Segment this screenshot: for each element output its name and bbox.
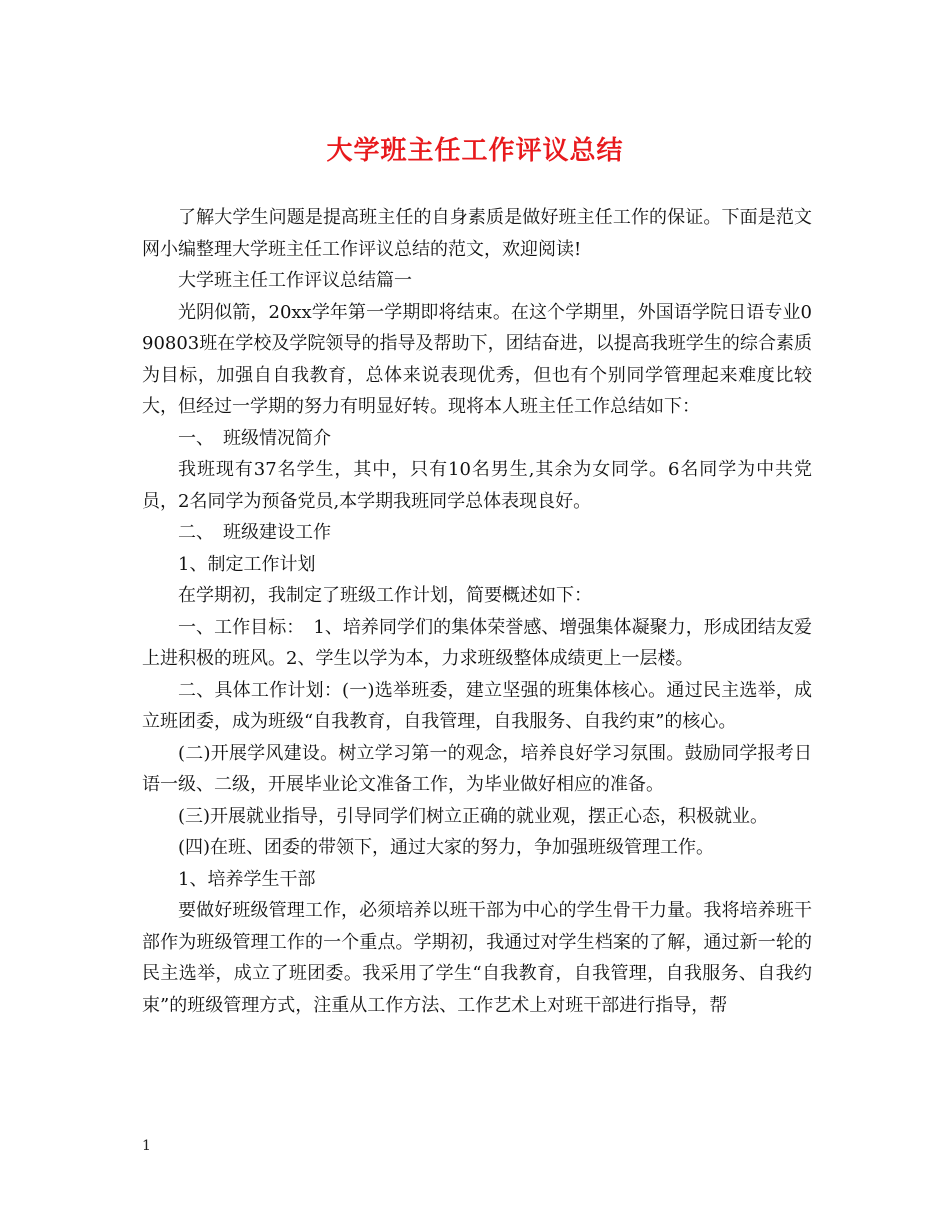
paragraph-section-heading: 大学班主任工作评议总结篇一 xyxy=(178,270,412,291)
paragraph-intro: 了解大学生问题是提高班主任的自身素质是做好班主任工作的保证。下面是范文网小编整理大学班主任工作评议总结的范文，欢迎阅读! xyxy=(142,207,812,260)
paragraph: (二)开展学风建设。树立学习第一的观念，培养良好学习氛围。鼓励同学报考日语一级、二级，开展毕业论文准备工作，为毕业做好相应的准备。 xyxy=(142,742,812,795)
paragraph: 我班现有37名学生，其中，只有10名男生,其余为女同学。6名同学为中共党员，2名同学为预备党员,本学期我班同学总体表现良好。 xyxy=(142,459,812,512)
page-number: 1 xyxy=(142,1138,151,1154)
paragraph-subheading: 1、培养学生干部 xyxy=(178,868,316,890)
paragraph: 在学期初，我制定了班级工作计划，简要概述如下： xyxy=(178,585,592,606)
paragraph: (四)在班、团委的带领下，通过大家的努力，争加强班级管理工作。 xyxy=(178,837,715,858)
paragraph-subheading: 1、制定工作计划 xyxy=(178,553,316,575)
paragraph: 要做好班级管理工作，必须培养以班干部为中心的学生骨干力量。我将培养班干部作为班级管理工作的一个重点。学期初，我通过对学生档案的了解，通过新一轮的民主选举，成立了班团委。我采用了学生“自我教育，自我管理，自我服务、自我约束”的班级管理方式，注重从工作方法、工作艺术上对班干部进行指导，帮 xyxy=(142,900,812,1016)
paragraph: 一、工作目标： 1、培养同学们的集体荣誉感、增强集体凝聚力，形成团结友爱上进积极的班风。2、学生以学为本，力求班级整体成绩更上一层楼。 xyxy=(142,616,812,669)
paragraph: 二、具体工作计划：(一)选举班委，建立坚强的班集体核心。通过民主选举，成立班团委，成为班级“自我教育，自我管理，自我服务、自我约束”的核心。 xyxy=(142,679,812,732)
paragraph-heading: 二、 班级建设工作 xyxy=(178,522,331,543)
paragraph: (三)开展就业指导，引导同学们树立正确的就业观，摆正心态，积极就业。 xyxy=(178,805,769,827)
document-body xyxy=(142,202,812,1021)
paragraph-heading: 一、 班级情况简介 xyxy=(178,427,331,449)
paragraph: 光阴似箭，20xx学年第一学期即将结束。在这个学期里，外国语学院日语专业090803班在学校及学院领导的指导及帮助下，团结奋进，以提高我班学生的综合素质为目标，加强自自我教育，总体来说表现优秀，但也有个别同学管理起来难度比较大，但经过一学期的努力有明显好转。现将本人班主任工作总结如下： xyxy=(142,301,812,417)
document-title: 大学班主任工作评议总结 xyxy=(326,136,624,166)
